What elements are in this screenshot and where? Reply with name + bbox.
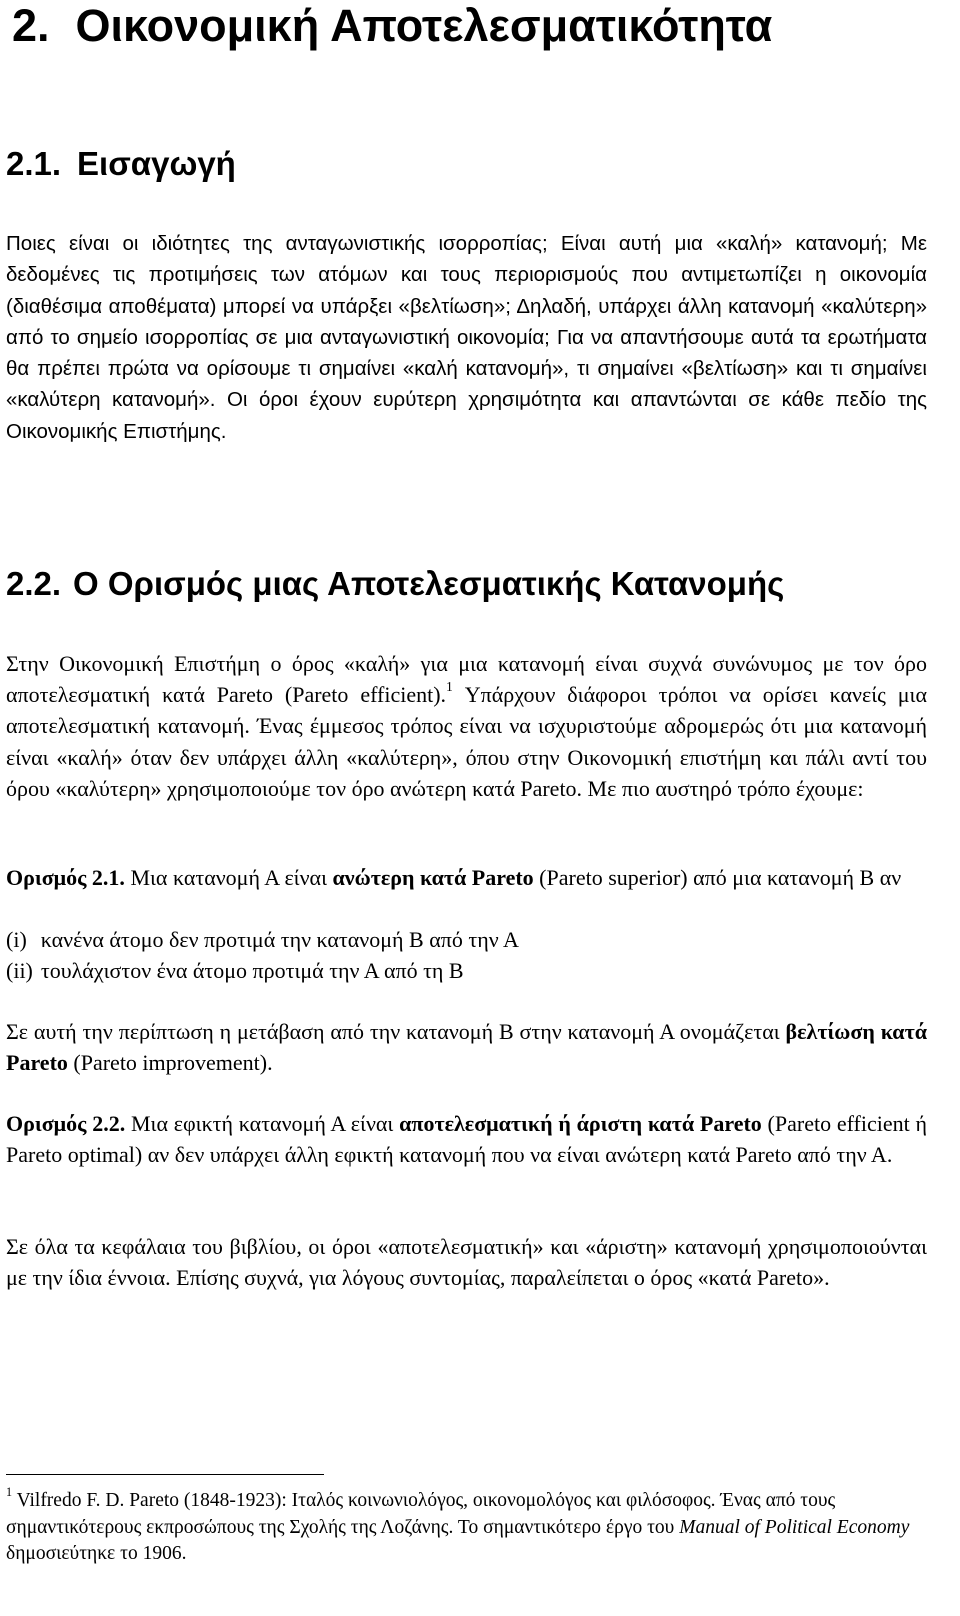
section-number: 2.1. [6, 145, 62, 182]
section-heading-intro [6, 145, 236, 183]
condition-item [6, 924, 519, 955]
condition-item [6, 955, 464, 986]
definition-label: Ορισμός 2.1. [6, 865, 125, 890]
definition-2-2 [6, 1108, 927, 1170]
paragraph-text: Σε αυτή την περίπτωση η μετάβαση από την κατανομή Β στην κατανομή Α ονομάζεται [6, 1019, 786, 1044]
section-number: 2.2. [6, 565, 62, 602]
closing-paragraph: Σε όλα τα κεφάλαια του βιβλίου, οι όροι «αποτελεσματική» και «άριστη» κατανομή χρησιμοποιούνται με την ίδια έννοια. Επίσης συχνά, για λόγους συντομίας, παραλείπεται ο όρος «κατά Pareto». [6, 1234, 927, 1291]
paragraph-text: Μια κατανομή Α είναι [124, 865, 333, 890]
footnote-separator [6, 1474, 324, 1475]
footnote-text: Vilfredo F. D. Pareto (1848-1923): Ιταλός κοινωνιολόγος, οικονομολόγος και φιλόσοφος. Ένας από τους σημαντικότερους εκπροσώπους της Σχολής της Λοζάνης. Το σημαντικότερο έργο του [6, 1490, 836, 1538]
item-marker: (i) [6, 927, 27, 952]
chapter-title: Οικονομική Αποτελεσματικότητα [75, 0, 773, 51]
chapter-number: 2. [12, 0, 50, 51]
footnote-text: δημοσιεύτηκε το 1906. [6, 1543, 187, 1564]
paragraph-text: Υπάρχουν διάφοροι τρόποι να ορίσει κανείς μια αποτελεσματική κατανομή. Ένας έμμεσος τρόπος είναι να ισχυριστούμε αδρομερώς ότι μια κατανομή είναι «καλή» όταν δεν υπάρχει άλλη «καλύτερη», όπου στην Οικονομική επιστήμη και πάλι αντί του όρου «καλύτερη» χρησιμοποιούμε τον όρο ανώτερη κατά Pareto. Με πιο αυστηρό τρόπο έχουμε: [6, 682, 927, 801]
definition-intro-paragraph [6, 648, 927, 804]
section-heading-definition [6, 565, 784, 603]
paragraph-text: (Pareto superior) από μια κατανομή Β αν [533, 865, 902, 890]
defined-term: αποτελεσματική ή άριστη κατά Pareto [399, 1111, 762, 1136]
defined-term: ανώτερη κατά Pareto [332, 865, 534, 890]
chapter-heading [12, 0, 772, 52]
paragraph-text: Στην Οικονομική Επιστήμη ο όρος «καλή» για μια κατανομή είναι συχνά συνώνυμος με τον όρο αποτελεσματική κατά Pareto (Pareto efficient). [6, 651, 927, 708]
paragraph-text: Μια εφικτή κατανομή Α είναι [125, 1111, 400, 1136]
section-title: Εισαγωγή [77, 145, 236, 182]
paragraph-text: (Pareto improvement). [67, 1050, 273, 1076]
footnote-number: 1 [6, 1485, 13, 1500]
item-marker: (ii) [6, 958, 33, 983]
intro-paragraph: Ποιες είναι οι ιδιότητες της ανταγωνιστικής ισορροπίας; Είναι αυτή μια «καλή» κατανομή; Με δεδομένες τις προτιμήσεις των ατόμων και τους περιορισμούς που αντιμετωπίζει η οικονομία (διαθέσιμα αποθέματα) μπορεί να υπάρξει «βελτίωση»; Δηλαδή, υπάρχει άλλη κατανομή «καλύτερη» από το σημείο ισορροπίας σε μια ανταγωνιστική οικονομία; Για να απαντήσουμε αυτά τα ερωτήματα θα πρέπει πρώτα να ορίσουμε τι σημαίνει «καλή κατανομή», τι σημαίνει «βελτίωση» και τι σημαίνει «καλύτερη κατανομή». Οι όροι έχουν ευρύτερη χρησιμότητα και απαντώνται σε κάθε πεδίο της Οικονομικής Επιστήμης. [6, 232, 927, 443]
pareto-improvement-paragraph [6, 1016, 927, 1078]
item-text: κανένα άτομο δεν προτιμά την κατανομή Β από την Α [40, 927, 519, 952]
paragraph-text: (Pareto efficient ή Pareto optimal) αν δεν υπάρχει άλλη εφικτή κατανομή που να είναι ανώτερη κατά Pareto από την Α. [6, 1111, 928, 1168]
definition-label: Ορισμός 2.2. [6, 1111, 126, 1136]
section-title: Ο Ορισμός μιας Αποτελεσματικής Κατανομής [73, 565, 785, 602]
footnote [6, 1485, 927, 1568]
defined-term: βελτίωση κατά Pareto [6, 1019, 927, 1076]
book-title: Manual of Political Economy [679, 1516, 910, 1538]
definition-2-1 [6, 862, 927, 893]
item-text: τουλάχιστον ένα άτομο προτιμά την Α από τη Β [40, 958, 464, 983]
footnote-reference[interactable]: 1 [446, 679, 453, 695]
